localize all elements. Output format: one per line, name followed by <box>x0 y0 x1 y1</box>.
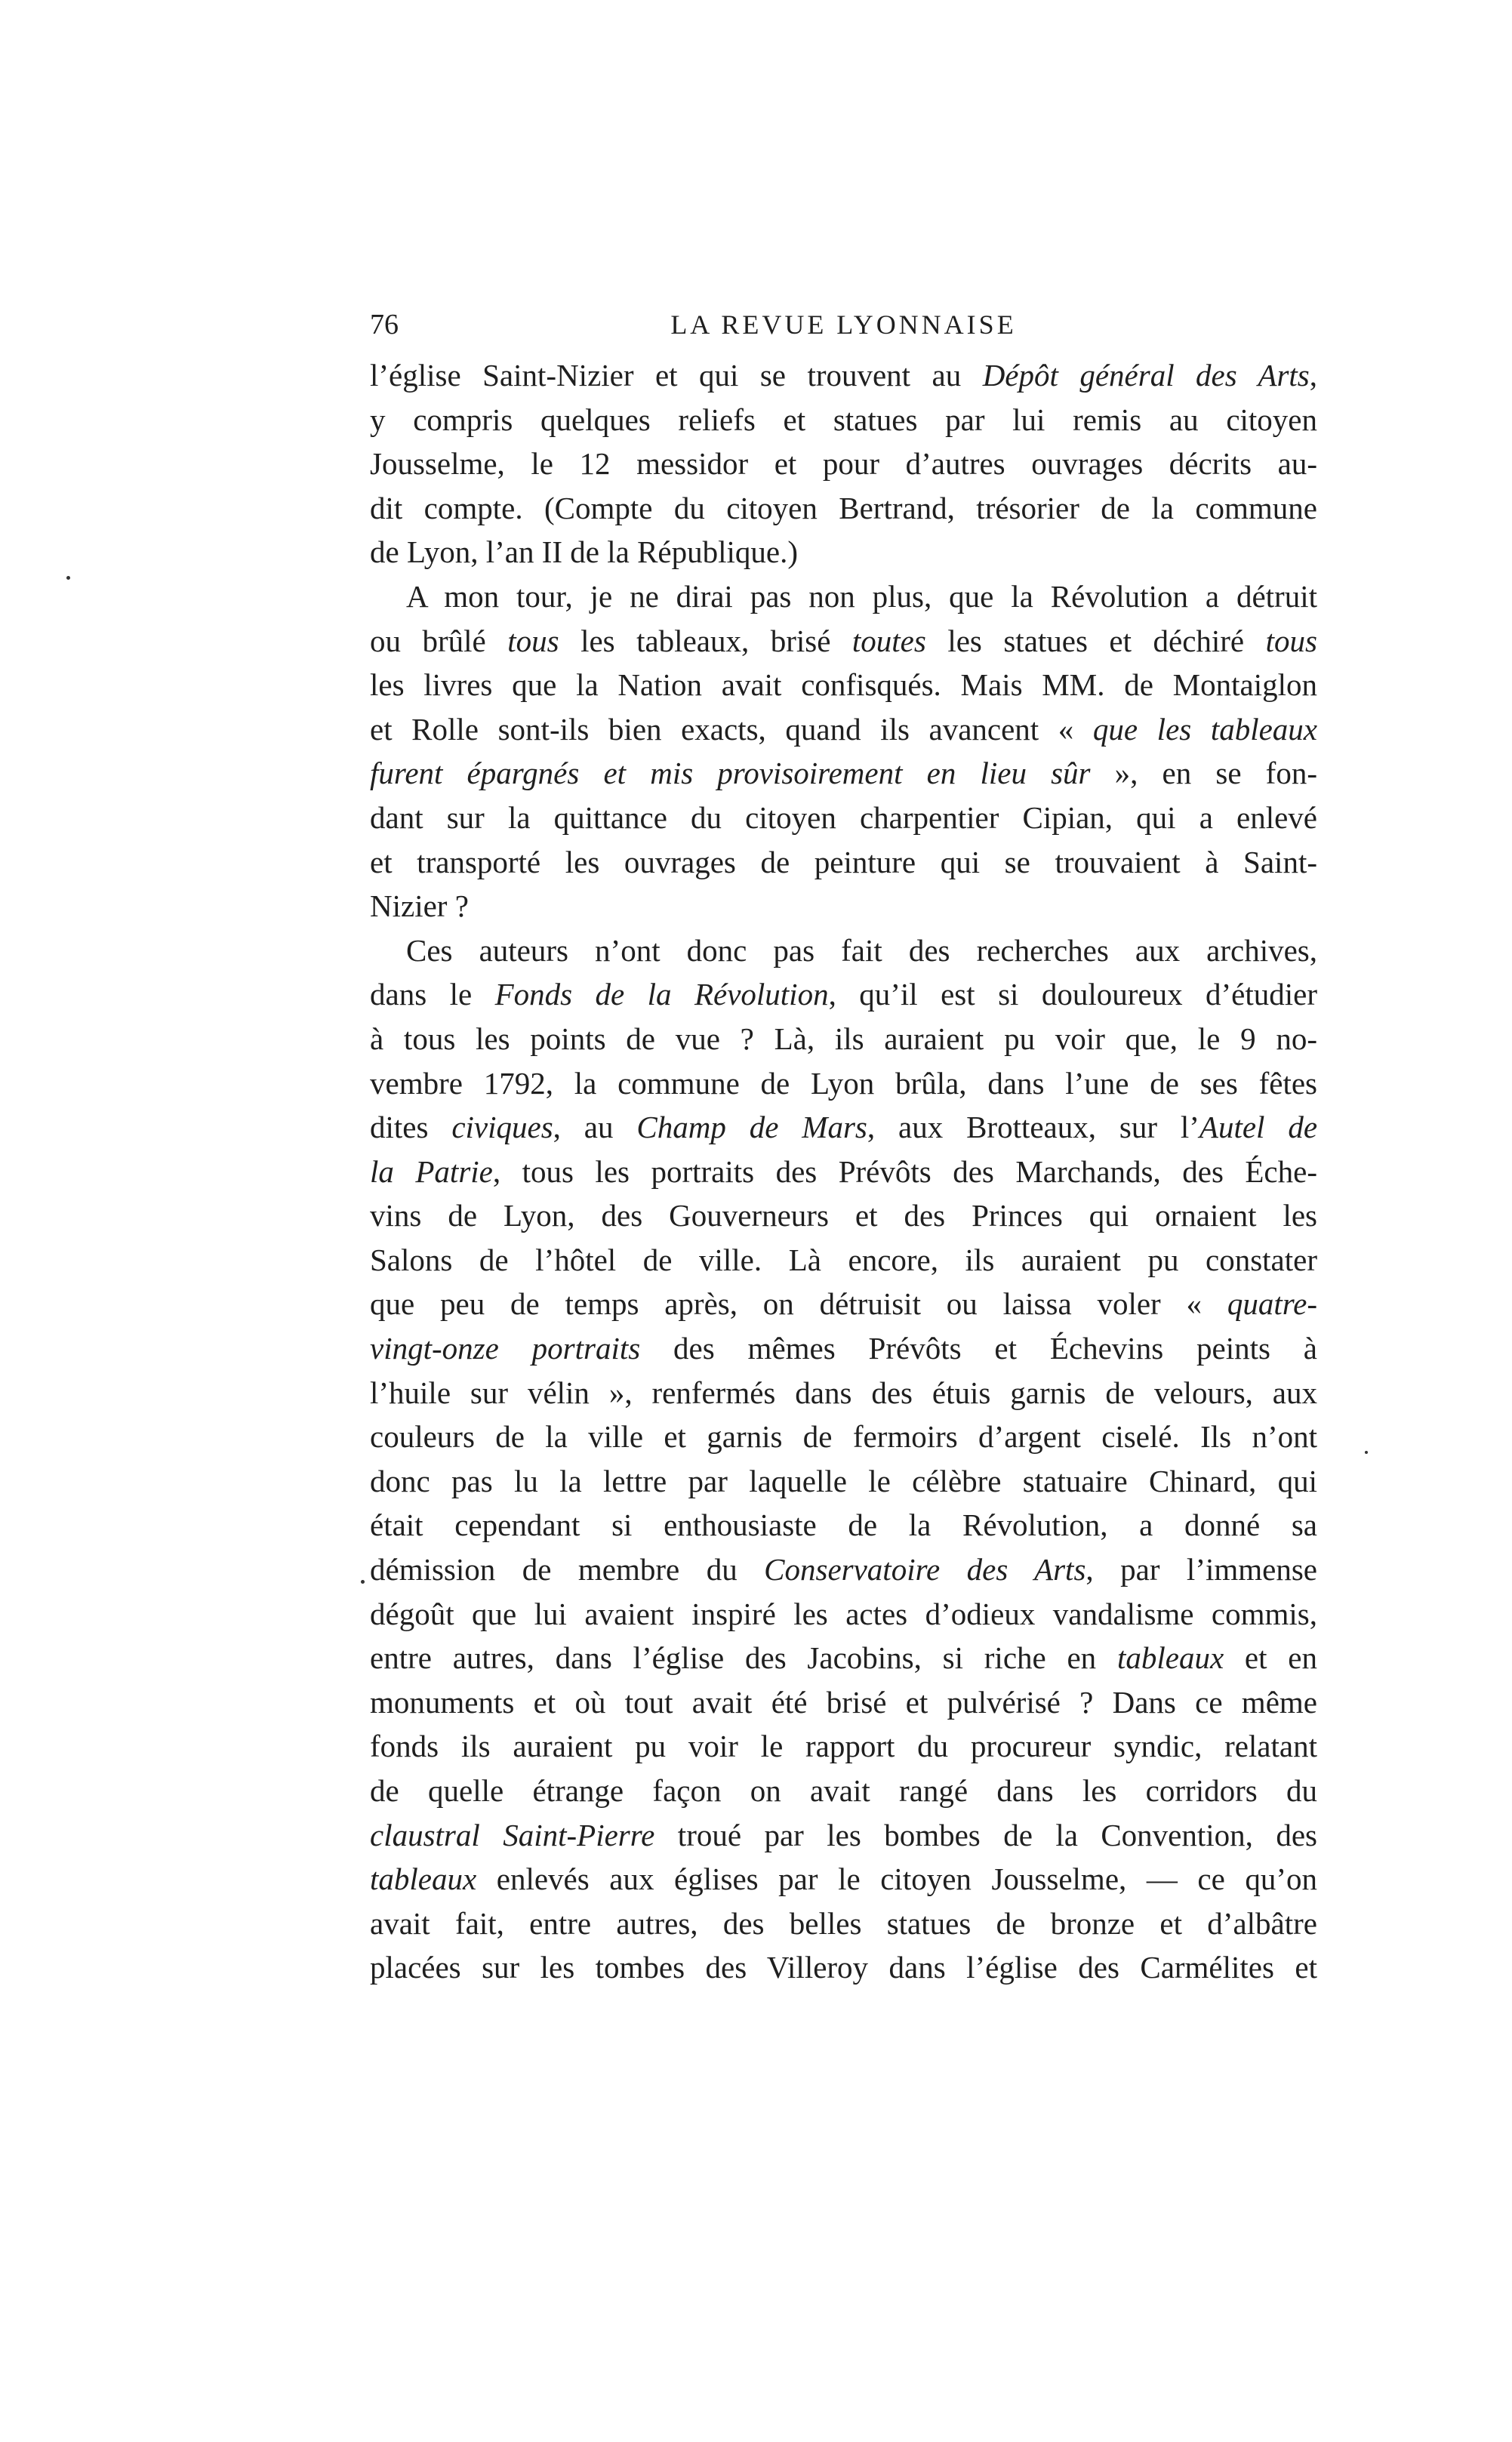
text-segment: fonds ils auraient pu voir le rapport du procureur syndic, relatant <box>370 1729 1317 1764</box>
text-line <box>370 796 1317 840</box>
text-line <box>370 1017 1317 1061</box>
italic-text: tous <box>1265 623 1317 658</box>
text-segment: ou brûlé <box>370 623 508 658</box>
text-segment: donc pas lu la lettre par laquelle le célèbre statuaire Chinard, qui <box>370 1463 1317 1498</box>
text-line <box>370 574 1317 619</box>
stray-mark <box>66 576 70 580</box>
text-segment: de quelle étrange façon on avait rangé dans les corridors du <box>370 1773 1317 1808</box>
italic-text: quatre- <box>1227 1286 1317 1322</box>
text-line <box>370 1061 1317 1106</box>
italic-text: claustral Saint-Pierre <box>370 1817 655 1852</box>
text-segment: couleurs de la ville et garnis de fermoirs d’argent ciselé. Ils n’ont <box>370 1419 1317 1455</box>
text-segment: placées sur les tombes des Villeroy dans l’église des Carmélites et <box>370 1950 1317 1985</box>
text-segment: monuments et où tout avait été brisé et pulvérisé ? Dans ce même <box>370 1684 1317 1720</box>
text-segment: les tableaux, brisé <box>559 623 852 658</box>
text-line <box>370 1415 1317 1459</box>
text-line <box>370 442 1317 486</box>
text-line <box>370 619 1317 664</box>
text-line <box>370 1813 1317 1858</box>
text-segment: l’église Saint-Nizier et qui se trouvent au <box>370 358 983 393</box>
text-segment: les livres que la Nation avait confisqués. Mais MM. de Montaiglon <box>370 667 1317 703</box>
text-line <box>370 1282 1317 1326</box>
italic-text: toutes <box>851 623 926 658</box>
text-line <box>370 1857 1317 1902</box>
text-segment: dégoût que lui avaient inspiré les actes d’odieux vandalisme commis, <box>370 1596 1317 1631</box>
text-segment: vembre 1792, la commune de Lyon brûla, dans l’une de ses fêtes <box>370 1065 1317 1101</box>
text-line <box>370 972 1317 1017</box>
text-segment: », en se fon- <box>1090 756 1317 791</box>
text-segment: de Lyon, l’an II de la République.) <box>370 534 798 570</box>
text-segment: avait fait, entre autres, des belles statues de bronze et d’albâtre <box>370 1905 1317 1941</box>
text-segment: , au <box>553 1110 637 1145</box>
text-line <box>370 486 1317 531</box>
italic-text: Conservatoire des Arts <box>764 1552 1086 1587</box>
body-text <box>370 353 1317 1990</box>
text-line <box>370 840 1317 885</box>
text-segment: dites <box>370 1110 452 1145</box>
text-line <box>370 1371 1317 1415</box>
text-segment: et transporté les ouvrages de peinture qui se trouvaient à Saint- <box>370 844 1317 879</box>
italic-text: vingt-onze portraits <box>370 1331 641 1366</box>
text-segment: Salons de l’hôtel de ville. Là encore, ils auraient pu constater <box>370 1242 1317 1277</box>
italic-text: la Patrie <box>370 1153 493 1189</box>
text-segment: Ces auteurs n’ont donc pas fait des recherches aux archives, <box>406 932 1317 968</box>
text-line <box>370 707 1317 752</box>
text-segment: l’huile sur vélin », renfermés dans des étuis garnis de velours, aux <box>370 1375 1317 1410</box>
italic-text: Autel de <box>1199 1110 1317 1145</box>
italic-text: tableaux <box>370 1862 477 1897</box>
page-header <box>370 302 1317 347</box>
stray-mark <box>361 1580 365 1584</box>
italic-text: furent épargnés et mis provisoirement en lieu sûr <box>370 756 1091 791</box>
text-line <box>370 1193 1317 1238</box>
italic-text: Champ de Mars <box>636 1110 867 1145</box>
italic-text: Dépôt général des Arts <box>982 358 1310 393</box>
italic-text: tous <box>507 623 559 658</box>
text-line <box>370 663 1317 707</box>
text-segment: dit compte. (Compte du citoyen Bertrand, trésorier de la commune <box>370 490 1317 525</box>
italic-text: Fonds de la Révolution <box>494 977 829 1012</box>
text-line <box>370 884 1317 928</box>
text-line <box>370 1680 1317 1725</box>
text-line <box>370 1769 1317 1813</box>
italic-text: tableaux <box>1116 1640 1224 1676</box>
text-line <box>370 1636 1317 1680</box>
text-line <box>370 1592 1317 1637</box>
text-segment: y compris quelques reliefs et statues par lui remis au citoyen <box>370 402 1317 437</box>
text-line <box>370 928 1317 973</box>
page-number: 76 <box>370 309 399 340</box>
text-segment: troué par les bombes de la Convention, des <box>654 1817 1317 1852</box>
running-title: LA REVUE LYONNAISE <box>670 309 1017 340</box>
text-line <box>370 530 1317 574</box>
text-line <box>370 1238 1317 1283</box>
text-segment: entre autres, dans l’église des Jacobins, si riche en <box>370 1640 1117 1676</box>
text-line <box>370 1105 1317 1150</box>
text-line <box>370 1150 1317 1194</box>
text-segment: démission de membre du <box>370 1552 765 1587</box>
text-segment: , tous les portraits des Prévôts des Marchands, des Éche- <box>492 1153 1317 1189</box>
text-segment: et en <box>1224 1640 1317 1676</box>
text-segment: A mon tour, je ne dirai pas non plus, que la Révolution a détruit <box>406 578 1317 614</box>
italic-text: civiques <box>451 1110 553 1145</box>
text-line <box>370 1547 1317 1592</box>
text-segment: , aux Brotteaux, sur l’ <box>867 1110 1199 1145</box>
text-segment: était cependant si enthousiaste de la Révolution, a donné sa <box>370 1507 1317 1543</box>
text-segment: à tous les points de vue ? Là, ils auraient pu voir que, le 9 no- <box>370 1021 1317 1056</box>
text-line <box>370 1902 1317 1946</box>
text-segment: dans le <box>370 977 495 1012</box>
text-line <box>370 353 1317 398</box>
text-line <box>370 1945 1317 1990</box>
stray-mark <box>1365 1451 1368 1454</box>
text-segment: que peu de temps après, on détruisit ou laissa voler « <box>370 1286 1227 1322</box>
text-segment: , <box>1309 358 1317 393</box>
text-segment: Jousselme, le 12 messidor et pour d’autres ouvrages décrits au- <box>370 446 1317 482</box>
text-line <box>370 398 1317 442</box>
text-line <box>370 1724 1317 1769</box>
text-segment: enlevés aux églises par le citoyen Jousselme, — ce qu’on <box>476 1862 1317 1897</box>
text-segment: , qu’il est si douloureux d’étudier <box>828 977 1317 1012</box>
text-line <box>370 1326 1317 1371</box>
text-segment: vins de Lyon, des Gouverneurs et des Princes qui ornaient les <box>370 1198 1317 1233</box>
text-segment: les statues et déchiré <box>925 623 1266 658</box>
text-segment: dant sur la quittance du citoyen charpentier Cipian, qui a enlevé <box>370 799 1317 835</box>
text-line <box>370 751 1317 796</box>
text-segment: , par l’immense <box>1085 1552 1317 1587</box>
italic-text: que les tableaux <box>1092 711 1317 747</box>
text-segment: Nizier ? <box>370 888 469 924</box>
text-line <box>370 1459 1317 1504</box>
text-segment: et Rolle sont-ils bien exacts, quand ils avancent « <box>370 711 1093 747</box>
text-line <box>370 1503 1317 1547</box>
text-segment: des mêmes Prévôts et Échevins peints à <box>640 1331 1317 1366</box>
